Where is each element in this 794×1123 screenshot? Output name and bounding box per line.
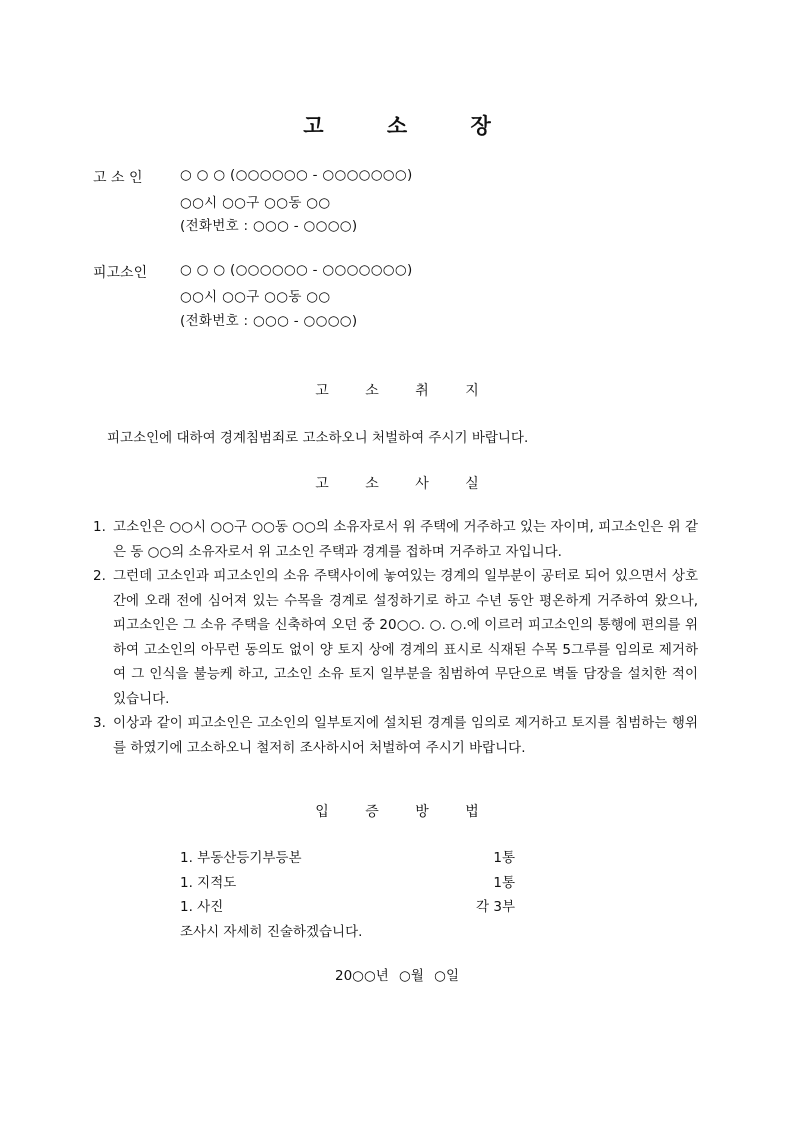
- fact-number: 2.: [93, 568, 106, 584]
- evidence-item: [180, 871, 515, 896]
- evidence-note: 조사시 자세히 진술하겠습니다.: [180, 923, 363, 940]
- defendant-phone-line: (전화번호 : ○○○ - ○○○○): [180, 313, 358, 329]
- evidence-heading: 입 증 방 법: [315, 804, 495, 820]
- facts-list: [93, 515, 698, 760]
- document-title: 고 소 장: [303, 114, 519, 138]
- complainant-name-line: ○ ○ ○ (○○○○○○ - ○○○○○○○): [180, 167, 413, 183]
- document-date: 20○○년 ○월 ○일: [334, 968, 459, 984]
- facts-heading: 고 소 사 실: [315, 476, 495, 492]
- fact-number: 3.: [93, 715, 106, 731]
- evidence-item: [180, 846, 515, 871]
- evidence-name: 1. 지적도: [180, 874, 237, 891]
- evidence-list: [180, 846, 515, 944]
- evidence-name: 1. 사진: [180, 899, 224, 915]
- evidence-item: [180, 895, 515, 920]
- fact-item: [93, 711, 698, 760]
- evidence-name: 1. 부동산등기부등본: [180, 850, 302, 866]
- purpose-heading: 고 소 취 지: [315, 383, 495, 399]
- complainant-phone-line: (전화번호 : ○○○ - ○○○○): [180, 218, 358, 234]
- fact-item: [93, 515, 698, 564]
- evidence-quantity: 1통: [493, 874, 515, 891]
- fact-text: 그런데 고소인과 피고소인의 소유 주택사이에 놓여있는 경계의 일부분이 공터로 되어 있으면서 상호간에 오래 전에 심어져 있는 수목을 경계로 설정하기로 하고 수년 동안 평온하게 거주하여 왔으나, 피고소인은 그 소유 주택을 신축하여 오던 중 20○○. ○. ○.에 이르러 피고소인의 통행에 편의를 위하여 고소인의 아무런 동의도 없이 양 토지 상에 경계의 표시로 식재된 수목 5그루를 임의로 제거하여 그 인식을 불능케 하고, 고소인 소유 토지 일부분을 침범하여 무단으로 벽돌 담장을 설치한 적이 있습니다.: [113, 568, 698, 707]
- fact-text: 이상과 같이 피고소인은 고소인의 일부토지에 설치된 경계를 임의로 제거하고 토지를 침범하는 행위를 하였기에 고소하오니 철저히 조사하시어 처벌하여 주시기 바랍니다.: [113, 715, 698, 756]
- evidence-quantity: 1통: [493, 850, 515, 866]
- fact-number: 1.: [93, 519, 106, 535]
- evidence-quantity: 각 3부: [476, 899, 515, 915]
- fact-text: 고소인은 ○○시 ○○구 ○○동 ○○의 소유자로서 위 주택에 거주하고 있는 자이며, 피고소인은 위 같은 동 ○○의 소유자로서 위 고소인 주택과 경계를 접하며 거주하고 자입니다.: [113, 519, 698, 560]
- complainant-address-line: ○○시 ○○구 ○○동 ○○: [180, 195, 331, 211]
- complainant-label: 고 소 인: [93, 170, 143, 186]
- fact-item: [93, 564, 698, 711]
- defendant-label: 피고소인: [93, 265, 148, 281]
- purpose-text: 피고소인에 대하여 경계침범죄로 고소하오니 처벌하여 주시기 바랍니다.: [107, 430, 529, 446]
- defendant-address-line: ○○시 ○○구 ○○동 ○○: [180, 289, 331, 305]
- defendant-name-line: ○ ○ ○ (○○○○○○ - ○○○○○○○): [180, 262, 413, 278]
